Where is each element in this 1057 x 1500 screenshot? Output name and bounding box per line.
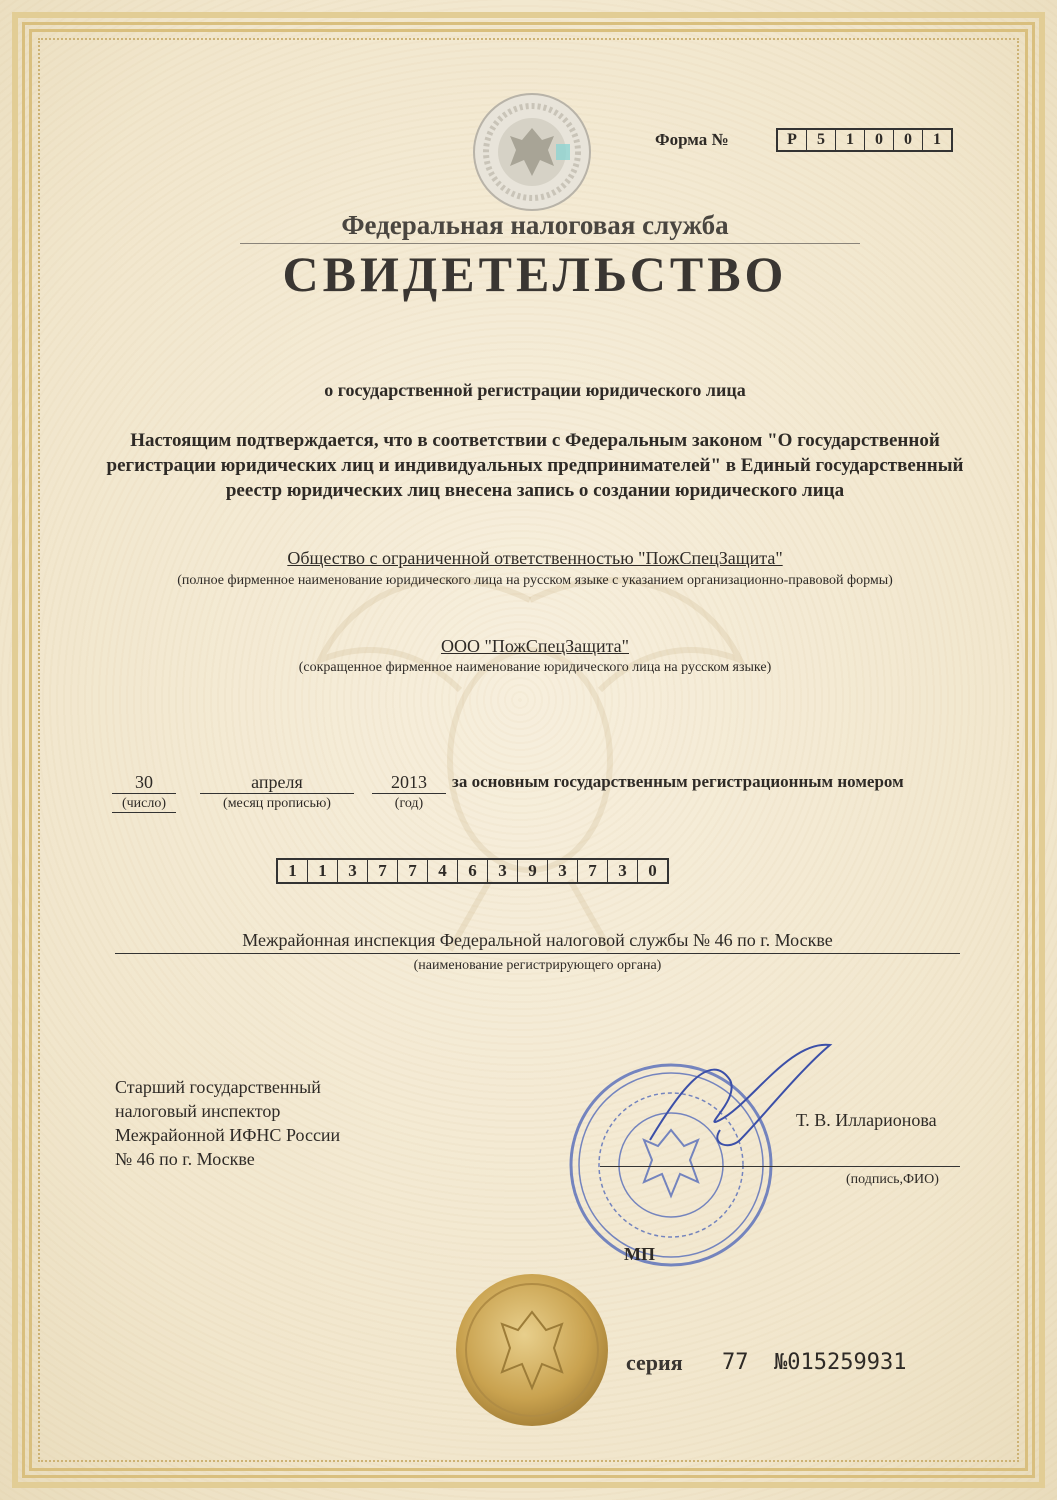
- ogrn-digit: 1: [278, 860, 308, 882]
- short-company-name: [0, 636, 1057, 657]
- blank-number: №015259931: [774, 1350, 907, 1375]
- document-title: СВИДЕТЕЛЬСТВО: [282, 246, 788, 302]
- form-code-digit: 0: [865, 130, 894, 150]
- signature-caption: (подпись,ФИО): [846, 1172, 939, 1187]
- confirmation-text: Настоящим подтверждается, что в соответствии с Федеральным законом "О государственной регистрации юридических лиц и индивидуальных предпринимателей" в Единый государственный реестр юридических лиц внесена запись о создании юридического лица: [106, 430, 964, 501]
- year-caption: (год): [394, 796, 424, 811]
- short-name-caption: (сокращенное фирменное наименование юридического лица на русском языке): [298, 660, 772, 675]
- signature-line: [600, 1166, 960, 1167]
- registration-year: 2013: [372, 772, 446, 794]
- ogrn-digit: 9: [518, 860, 548, 882]
- document-subtitle: о государственной регистрации юридического лица: [324, 380, 746, 400]
- form-code-digit: 1: [933, 131, 941, 148]
- ogrn-digit: 3: [338, 860, 368, 882]
- ogrn-digit: 7: [398, 860, 428, 882]
- ogrn-digit: 3: [488, 860, 518, 882]
- inspector-position: [115, 1075, 340, 1171]
- registration-month: апреля: [200, 772, 354, 794]
- form-code-boxes: [776, 128, 953, 152]
- ogrn-digit: 0: [648, 861, 657, 880]
- position-line: Старший государственный: [115, 1077, 321, 1097]
- series-label: серия: [626, 1350, 683, 1375]
- ogrn-digit: 4: [428, 860, 458, 882]
- form-code-digit: Р: [778, 130, 807, 150]
- agency-underline: [240, 243, 860, 244]
- handwritten-signature: [640, 1030, 840, 1160]
- ogrn-digit: 7: [578, 860, 608, 882]
- hologram-emblem: [470, 90, 594, 214]
- registration-number-text: за основным государственным регистрационным номером: [452, 772, 904, 791]
- agency-name: Федеральная налоговая служба: [341, 210, 729, 240]
- position-line: № 46 по г. Москве: [115, 1149, 255, 1169]
- full-company-name: [0, 548, 1057, 569]
- position-line: Межрайонной ИФНС России: [115, 1125, 341, 1145]
- ogrn-digit: 3: [548, 860, 578, 882]
- registering-authority: Межрайонная инспекция Федеральной налоговой службы № 46 по г. Москве: [115, 930, 960, 954]
- ogrn-digit: 1: [308, 860, 338, 882]
- stamp-place-label: МП: [624, 1244, 655, 1264]
- short-company-name-text: ООО "ПожСпецЗащита": [440, 636, 629, 656]
- signer-name: Т. В. Илларионова: [796, 1110, 937, 1130]
- form-code-digit: 0: [894, 130, 923, 150]
- ogrn-digit: 7: [368, 860, 398, 882]
- ogrn-digit: 3: [608, 860, 638, 882]
- full-company-name-text: Общество с ограниченной ответственностью "ПожСпецЗащита": [287, 548, 783, 568]
- ogrn-digit: 6: [458, 860, 488, 882]
- position-line: налоговый инспектор: [115, 1101, 281, 1121]
- form-code-digit: 1: [836, 130, 865, 150]
- form-code-digit: 5: [807, 130, 836, 150]
- month-caption: (месяц прописью): [223, 796, 331, 811]
- full-name-caption: (полное фирменное наименование юридического лица на русском языке с указанием организационно-правовой формы): [177, 573, 893, 588]
- day-caption: (число): [112, 796, 176, 813]
- registration-day: 30: [112, 772, 176, 794]
- authority-caption: (наименование регистрирующего органа): [413, 958, 662, 973]
- gold-seal: [454, 1272, 610, 1428]
- series-value: 77: [722, 1350, 749, 1375]
- ogrn-boxes: [276, 858, 669, 884]
- form-label: Форма №: [655, 130, 729, 149]
